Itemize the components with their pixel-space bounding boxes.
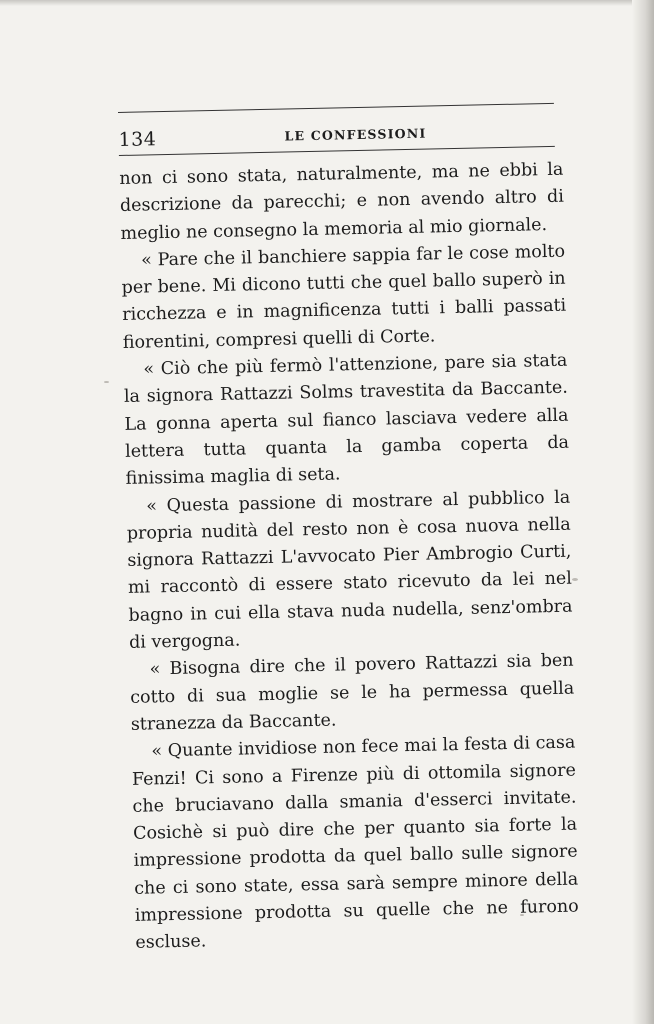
book-page — [118, 103, 580, 958]
page-edge-top — [0, 0, 654, 6]
paragraph: non ci sono stata, naturalmente, ma ne ebbi la descrizione da parecchi; e non avendo altro di meglio ne consegno la memoria al mio giornale. — [119, 159, 565, 244]
paper-speck — [572, 578, 578, 581]
paragraph: « Quante invidiose non fece mai la festa di casa Fenzi! Ci sono a Firenze più di ottomila signore che bruciavano dalla smania d'esserci invitate. Cosichè si può dire che per quanto sia forte la impressione prodotta da quel ballo sulle signore che ci sono state, essa sarà sempre minore della impressione prodotta su quelle che ne furono escluse. — [131, 732, 579, 954]
paragraph: « Ciò che più fermò l'attenzione, pare sia stata la signora Rattazzi Solms travestita da Baccante. La gonna aperta sul fianco lasciava vedere alla lettera tutta quanta la gamba coperta da finissima maglia di seta. — [123, 350, 570, 490]
page-edge-right — [632, 0, 654, 1024]
paragraph: « Pare che il banchiere sappia far le cose molto per bene. Mi dicono tutti che quel ballo superò in ricchezza e in magnificenza tutti i balli passati fiorentini, compresi quelli di Corte. — [121, 241, 567, 353]
body-text — [119, 157, 579, 958]
running-title: LE CONFESSIONI — [284, 125, 427, 144]
paragraph: « Questa passione di mostrare al pubblico la propria nudità del resto non è cosa nuova nella signora Rattazzi L'avvocato Pier Ambrogio Curti, mi raccontò di essere stato ricevuto da lei nel bagno in cui ella stava nuda nudella, senz'ombra di vergogna. — [126, 487, 573, 653]
page-number: 134 — [118, 128, 157, 151]
paper-speck — [104, 381, 109, 383]
paragraph: « Bisogna dire che il povero Rattazzi sia ben cotto di sua moglie se le ha permessa quella stranezza da Baccante. — [130, 650, 575, 735]
